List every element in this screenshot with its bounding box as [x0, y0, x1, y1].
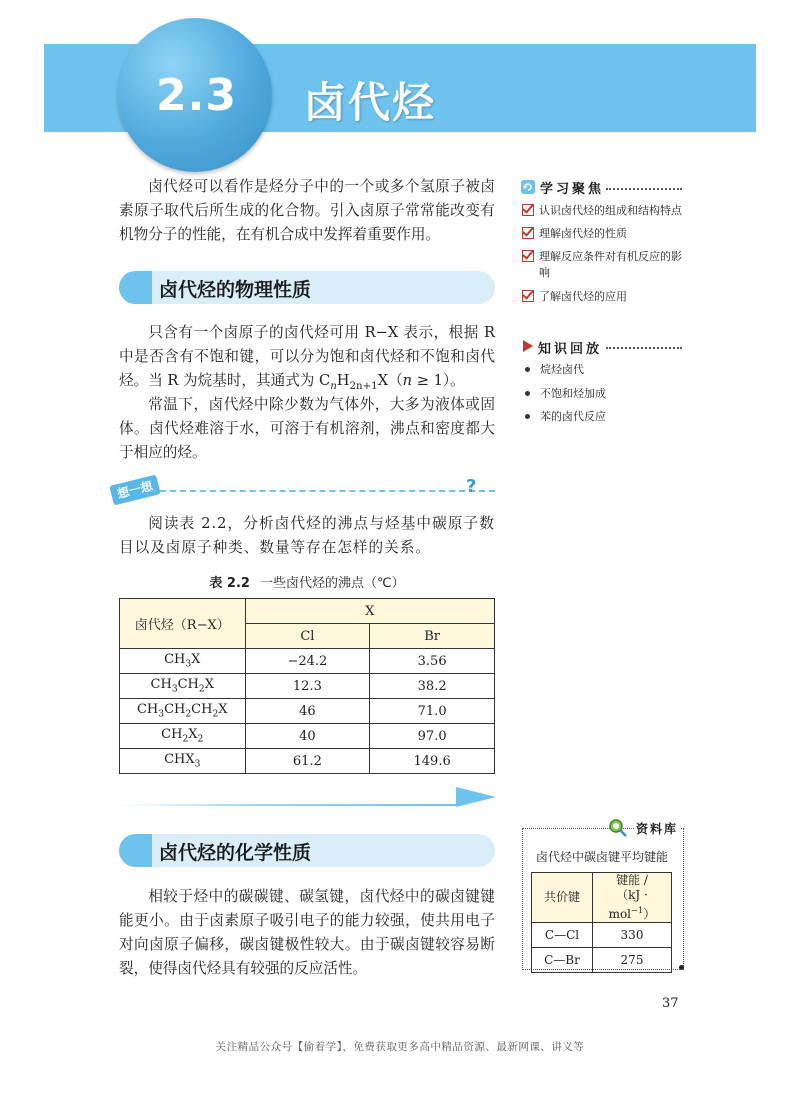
focus-heading: 学习聚焦	[540, 182, 605, 197]
checkbox-checked-icon	[522, 227, 534, 239]
think-badge: 想一想	[109, 474, 160, 505]
bullet-icon	[525, 414, 530, 419]
table-row	[120, 749, 495, 774]
section-title: 卤代烃的物理性质	[159, 279, 312, 301]
bond-cell: C—Br	[532, 948, 593, 973]
boiling-point-table	[119, 598, 495, 774]
physical-paragraph-2: 常温下，卤代烃中除少数为气体外，大多为液体或固体。卤代烃难溶于水，可溶于有机溶剂，沸点和密度都大于相应的烃。	[119, 396, 495, 461]
compound-cell: $CH_2X_2$	[120, 724, 246, 749]
magnifier-icon	[608, 818, 628, 838]
cl-cell: 61.2	[245, 749, 370, 774]
bond-energy-table	[531, 872, 672, 973]
section-title: 卤代烃的化学性质	[159, 842, 312, 864]
cl-cell: −24.2	[245, 649, 370, 674]
intro-paragraph: 卤代烃可以看作是烃分子中的一个或多个氢原子被卤素原子取代后所生成的化合物。引入卤原子常常能改变有机物分子的性能，在有机合成中发挥着重要作用。	[119, 178, 495, 243]
bullet-icon	[525, 391, 530, 396]
br-cell: 38.2	[370, 674, 495, 699]
checkbox-checked-icon	[522, 290, 534, 302]
focus-item: 理解卤代烃的性质	[522, 226, 627, 243]
section-bar-cap	[119, 271, 152, 304]
focus-divider	[606, 188, 682, 190]
br-cell: 149.6	[370, 749, 495, 774]
review-heading: 知识回放	[538, 342, 603, 357]
table-row	[120, 724, 495, 749]
checkbox-checked-icon	[522, 204, 534, 216]
cl-cell: 46	[245, 699, 370, 724]
chapter-number: 2.3	[156, 70, 237, 121]
bond-cell: C—Cl	[532, 923, 593, 948]
review-item: 苯的卤代反应	[522, 409, 606, 425]
section-bar-cap	[119, 834, 152, 867]
br-cell: 71.0	[370, 699, 495, 724]
think-paragraph: 阅读表 2.2，分析卤代烃的沸点与烃基中碳原子数目以及卤原子种类、数量等存在怎样的关系。	[119, 515, 495, 556]
table-row	[120, 674, 495, 699]
section-chemical-properties	[119, 834, 495, 867]
focus-item: 认识卤代烃的组成和结构特点	[522, 203, 682, 220]
energy-cell: 330	[593, 923, 672, 948]
chemical-paragraph: 相较于烃中的碳碳键、碳氢键，卤代烃中的碳卤键键能更小。由于卤素原子吸引电子的能力较强，使共用电子对向卤原子偏移，碳卤键极性较大。由于碳卤键较容易断裂，使得卤代烃具有较强的反应活性。	[119, 888, 495, 977]
physical-paragraph-1: 只含有一个卤原子的卤代烃可用 R−X 表示，根据 R 中是否含有不饱和键，可以分为饱和卤代烃和不饱和卤代烃。当 R 为烷基时，其通式为 $C_nH_{2n+1}X(n \ge 1)$。	[119, 324, 495, 392]
resource-title: 资料库	[636, 822, 679, 836]
resource-end-dot	[679, 965, 684, 970]
compound-cell: $CHX_3$	[120, 749, 246, 774]
review-item: 烷烃卤代	[522, 362, 584, 378]
think-divider	[150, 490, 495, 492]
compound-cell: $CH_3CH_2CH_2X$	[120, 699, 246, 724]
refresh-icon	[521, 180, 535, 194]
header-energy: 键能 / （kJ · mol$^{-1}$）	[593, 873, 672, 923]
header-br: Br	[370, 624, 495, 649]
arrow-icon	[456, 787, 496, 807]
resource-subtitle: 卤代烃中碳卤键平均键能	[535, 850, 668, 864]
focus-item: 理解反应条件对有机反应的影响	[522, 249, 684, 281]
cl-cell: 12.3	[245, 674, 370, 699]
think-end-line	[119, 804, 459, 806]
compound-cell: $CH_3CH_2X$	[120, 674, 246, 699]
play-triangle-icon	[523, 340, 533, 352]
review-item: 不饱和烃加成	[522, 386, 606, 402]
br-cell: 3.56	[370, 649, 495, 674]
br-cell: 97.0	[370, 724, 495, 749]
header-cl: Cl	[245, 624, 370, 649]
section-physical-properties	[119, 271, 495, 304]
chapter-title: 卤代烃	[304, 78, 437, 127]
cl-cell: 40	[245, 724, 370, 749]
focus-item: 了解卤代烃的应用	[522, 289, 627, 306]
review-divider	[606, 347, 682, 349]
header-bond: 共价键	[532, 873, 593, 923]
checkbox-checked-icon	[522, 250, 534, 262]
bullet-icon	[525, 367, 530, 372]
header-rx: 卤代烃（R−X）	[120, 599, 246, 649]
table-row	[120, 649, 495, 674]
energy-cell: 275	[593, 948, 672, 973]
table-row	[532, 948, 672, 973]
header-x: X	[245, 599, 495, 624]
question-mark-icon: ?	[466, 476, 477, 497]
table-caption: 表 2.2 一些卤代烃的沸点（℃）	[209, 576, 405, 591]
page-number: 37	[662, 996, 679, 1011]
footer-note: 关注精品公众号【偷着学】，免费获取更多高中精品资源、最新网课、讲义等	[215, 1041, 585, 1053]
table-row	[120, 699, 495, 724]
table-row	[532, 923, 672, 948]
compound-cell: $CH_3X$	[120, 649, 246, 674]
